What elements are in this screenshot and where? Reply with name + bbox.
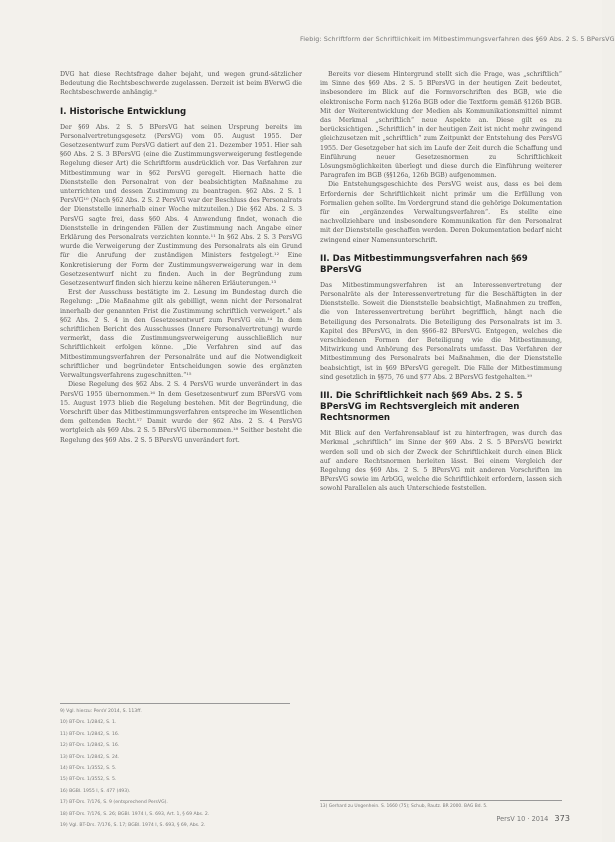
footnotes-left	[60, 703, 290, 831]
footnote: 15) BT-Drs. 1/3552, S. 5.	[60, 777, 117, 783]
section-heading-schriftlichkeit: III. Die Schriftlichkeit nach §69 Abs. 2 S. 5 BPersVG im Rechtsvergleich mit anderen Rechtsnormen	[320, 391, 523, 424]
footnote: 9) Vgl. hierzu: PersV 2014, S. 113ff.	[60, 709, 142, 714]
body-paragraph: Der §69 Abs. 2 S. 5 BPersVG hat seinen Ursprung bereits im Personalvertretungsgesetz (PersVG) vom 05. August 1955. Der Gesetzesentwurf zum PersVG datiert auf den 21. Dezember 1951. Hier sah §60 Abs. 2 S. 3 BPersVG (eine die Zustimmungsverweigerung festlegende Regelung dieser Art) die Schriftform ausdrücklich vor. Das Verfahren zur Mitbestimmung war in §62 PersVG geregelt. Hiernach hatte die Dienststelle den Personalrat von der beabsichtigten Maßnahme zu unterrichten und dessen Zustimmung zu beantragen. §62 Abs. 2 S. 1 PersVG¹⁰ (Nach §62 Abs. 2 S. 2 PersVG war der Beschluss des Personalrats der Dienststelle innerhalb einer Woche mitzuteilen.) Die §62 Abs. 2 S. 3 PersVG sagte frei, dass §60 Abs. 4 Anwendung findet, wonach die Dienststelle in dringenden Fällen der Zustimmung nach Angabe einer Erklärung des Personalrats verzichten konnte.¹¹ In §62 Abs. 2 S. 3 PersVG wurde die Verweigerung der Zustimmung des Personalrats als ein Grund für die Anrufung der zuständigen Ministers festgelegt.¹² Eine Konkretisierung der Form der Zustimmungsverweigerung war in dem Gesetzesentwurf nicht zu finden. Auch in der Begründung zum Gesetzesentwurf finden sich hierzu keine näheren Erläuterungen.¹³	[60, 123, 302, 288]
footnote: 18) BT-Drs. 7/176, S. 26; BGBl. 1974 I, S. 693, Art. 1, § 69 Abs. 2.	[60, 811, 210, 817]
footnote: 13) BT-Drs. 1/2842, S. 24.	[60, 754, 120, 760]
running-head: Fiebig: Schriftform der Schriftlichkeit im Mitbestimmungsverfahren des §69 Abs. 2 S. 5 BPersVG	[300, 35, 615, 43]
footnote: 11) BT-Drs. 1/2842, S. 16.	[60, 731, 120, 737]
footnote: 12) BT-Drs. 1/2842, S. 16.	[60, 743, 120, 749]
body-paragraph: Diese Regelung des §62 Abs. 2 S. 4 PersVG wurde unverändert in das PersVG 1955 übernommen.¹⁶ In dem Gesetzesentwurf zum BPersVG vom 15. August 1973 blieb die Regelung bestehen. Mit der Begründung, die Vorschrift über das Mitbestimmungsverfahren entspreche im Wesentlichen dem geltenden Recht.¹⁷ Damit wurde der §62 Abs. 2 S. 4 PersVG wortgleich als §69 Abs. 2 S. 5 BPersVG übernommen.¹⁸ Seither besteht die Regelung des §69 Abs. 2 S. 5 BPersVG unverändert fort.	[60, 381, 302, 444]
body-paragraph: Erst der Ausschuss bestätigte im 2. Lesung im Bundestag durch die Regelung: „Die Maßnahme gilt als gebilligt, wenn nicht der Personalrat innerhalb der genannten Frist die Zustimmung schriftlich verweigert.“ als §62 Abs. 2 S. 4 in den Gesetzesentwurf zum PersVG ein.¹⁴ In dem schriftlichen Bericht des Ausschusses (Innere Personalvertretung) wurde vermerkt, dass die Zustimmungsverweigerung ausschließlich nur Schriftlichkeit erfolgen könne. „Die Verfahren sind auf das Mitbestimmungsverfahren der Personalräte und auf die Notwendigkeit schriftlicher und begründeter Entscheidungen sowie des ergänzten Verwaltungsverfahrens zugeschnitten.“¹⁵	[60, 289, 302, 380]
footnote: 16) BGBl. 1955 I, S. 477 (493).	[60, 788, 131, 794]
footnote: 13) Gerhard zu Ungenhein. S. 1660 (75); Schub, Rautz. BR 2000. BAG Bd. 5.	[320, 804, 488, 809]
body-paragraph: Bereits vor diesem Hintergrund stellt sich die Frage, was „schriftlich“ im Sinne des §69 Abs. 2 S. 5 BPersVG in der heutigen Zeit bedeutet, insbesondere im Blick auf die Formvorschriften des BGB, wie die elektronische Form nach §126a BGB oder die Textform gemäß §126b BGB. Mit der Weiterentwicklung der Medien als Kommunikationsmittel nimmt das Merkmal „schriftlich“ neue Aspekte an. Diese gilt es zu berücksichtigen. „Schriftlich“ in der heutigen Zeit ist nicht mehr zwingend gleichzusetzen mit „schriftlich“ zum Zeitpunkt der Entstehung des PersVG 1955. Der Gesetzgeber hat sich im Laufe der Zeit durch die Schaffung und Einführung neuer Gesetzesnormen zu Schriftlichkeit Lösungsmöglichkeiten überlegt und diese durch die Einführung weiterer Paragrafen im BGB (§§126a, 126b BGB) aufgenommen.	[320, 71, 562, 180]
footnote: 17) BT-Drs. 7/176, S. 9 (entsprechend PersVG).	[60, 800, 168, 806]
body-paragraph: Mit Blick auf den Verfahrensablauf ist zu hinterfragen, was durch das Merkmal „schriftlich“ im Sinne der §69 Abs. 2 S. 5 BPersVG bewirkt werden soll und ob sich der Zweck der Schriftlichkeit durch einen Blick auf andere Rechtsnormen herleiten lässt. Bei einem Vergleich der Regelung des §69 Abs. 2 S. 5 BPersVG mit anderen Vorschriften im BPersVG sowie im ArbGG, welche die Schriftlichkeit erfordern, lassen sich sowohl Parallelen als auch Unterschiede feststellen.	[320, 430, 562, 493]
footnote: 10) BT-Drs. 1/2842, S. 1.	[60, 720, 117, 726]
footnotes-right	[320, 800, 562, 809]
left-column	[60, 70, 302, 445]
intro-paragraph: DVG hat diese Rechtsfrage daher bejaht, und wegen grund-sätzlicher Bedeutung die Rechtsbeschwerde zugelassen. Derzeit ist beim BVerwG die Rechtsbeschwerde anhängig.⁹	[60, 71, 302, 97]
journal-issue: PersV 10 · 2014	[496, 815, 549, 823]
footnote: 14) BT-Drs. 1/3552, S. 5.	[60, 766, 117, 772]
right-column	[320, 70, 562, 494]
body-paragraph: Die Entstehungsgeschichte des PersVG weist aus, dass es bei dem Erfordernis der Schriftlichkeit nicht primär um die Erfüllung von Formalien gehen sollte. Im Vordergrund stand die gehörige Dokumentation für ein „ergänzendes Verwaltungsverfahren“. Es stellte eine nachvollziehbare und insbesondere Kommunikation für den Personalrat mit der Dienststelle geschaffen werden. Deren Dokumentation bedarf nicht zwingend einer Namensunterschrift.	[320, 181, 562, 244]
footnote-divider	[60, 703, 290, 704]
section-heading-historical: I. Historische Entwicklung	[60, 106, 187, 117]
page-footer	[460, 813, 570, 823]
section-heading-mitbestimmung: II. Das Mitbestimmungsverfahren nach §69 BPersVG	[320, 253, 528, 275]
footnote-divider	[320, 800, 562, 801]
body-paragraph: Das Mitbestimmungsverfahren ist an Interessenvertretung der Personalräte als der Interessenvertretung für die Beschäftigten in der Dienststelle. Soweit die Dienststelle beabsichtigt, Maßnahmen zu treffen, die von Interessenvertretung berührt begrifflich, hängt nach die Beteiligung des Personalrats. Die Beteiligung des Personalrats ist im 3. Kapitel des BPersVG, in den §§66–82 BPersVG. Entgegen, welches die verschiedenen Formen der Beteiligung wie die Mitbestimmung, Mitwirkung und Anhörung des Personalrats umfasst. Das Verfahren der Mitbestimmung des Personalrats bei Maßnahmen, die der Dienststelle beabsichtigt, ist in §69 BPersVG geregelt. Die Fälle der Mitbestimmung sind gesetzlich in §§75, 76 und §77 Abs. 2 BPersVG festgehalten.¹⁹	[320, 281, 562, 381]
page-number: 373	[554, 813, 570, 823]
footnote: 19) Vgl. BT-Drs. 7/176, S. 17; BGBl. 1974 I, S. 693, § 69, Abs. 2.	[60, 823, 206, 829]
